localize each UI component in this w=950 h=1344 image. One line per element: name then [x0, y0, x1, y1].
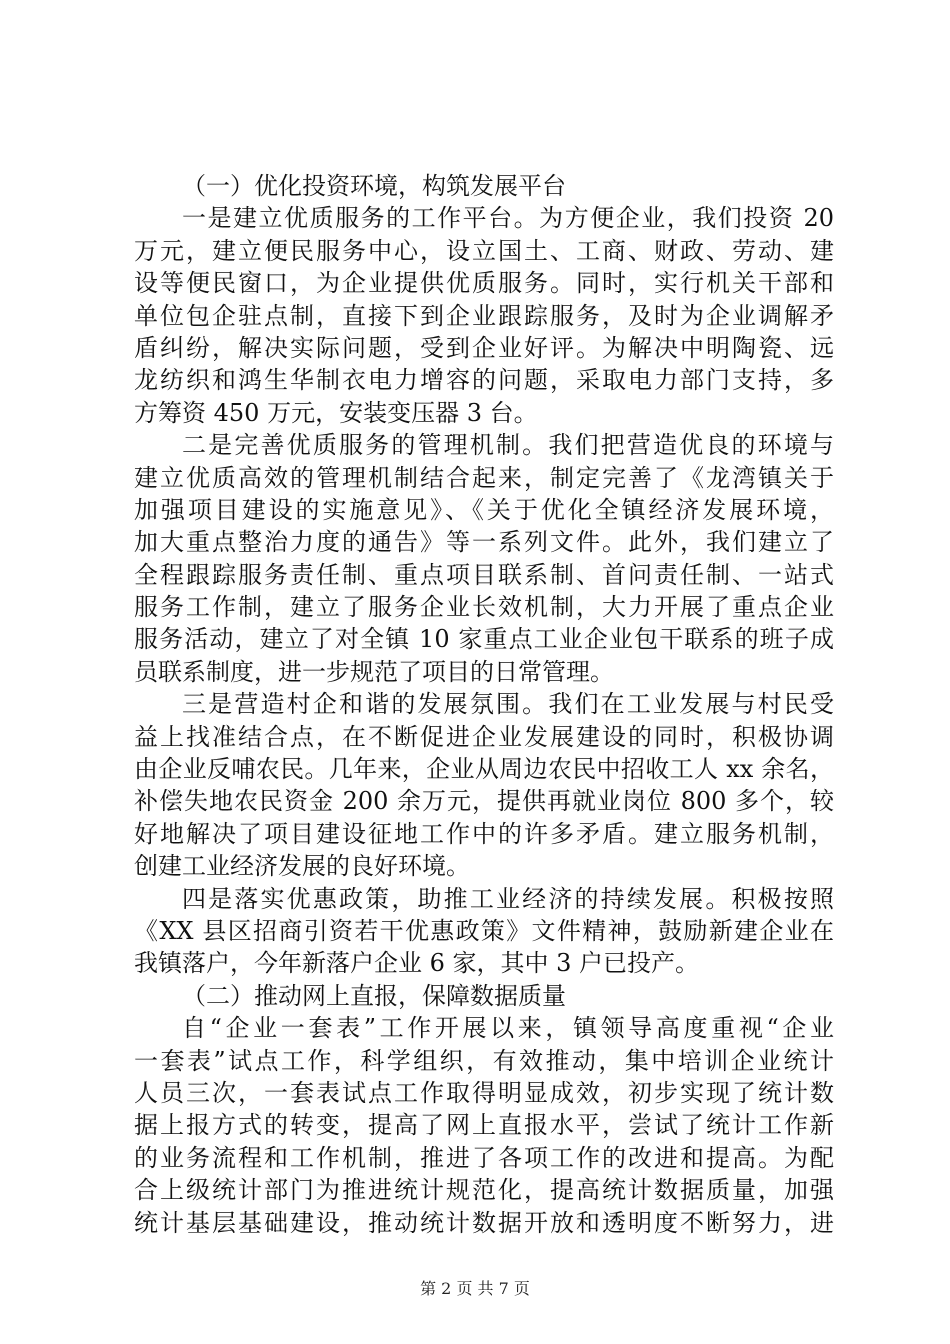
paragraph-line: 员联系制度，进一步规范了项目的日常管理。 — [134, 657, 614, 686]
paragraph-line: 的业务流程和工作机制，推进了各项工作的改进和提高。为配 — [134, 1143, 834, 1172]
paragraph-line: 统计基层基础建设，推动统计数据开放和透明度不断努力，进 — [134, 1208, 834, 1237]
paragraph-line: 万元，建立便民服务中心，设立国土、工商、财政、劳动、建 — [134, 236, 834, 265]
paragraph-line: 服务活动，建立了对全镇 10 家重点工业企业包干联系的班子成 — [134, 625, 834, 654]
paragraph-line: 加大重点整治力度的通告》等一系列文件。此外，我们建立了 — [134, 528, 834, 557]
paragraph-line: 自“企业一套表”工作开展以来，镇领导高度重视“企业 — [182, 1014, 834, 1043]
paragraph-line: 龙纺织和鸿生华制衣电力增容的问题，采取电力部门支持，多 — [134, 366, 834, 395]
paragraph-line: 我镇落户，今年新落户企业 6 家，其中 3 户已投产。 — [134, 949, 700, 978]
paragraph-line: 四是落实优惠政策，助推工业经济的持续发展。积极按照 — [182, 884, 834, 913]
section-heading-2 — [134, 980, 834, 1012]
paragraph-line: 三是营造村企和谐的发展氛围。我们在工业发展与村民受 — [182, 690, 834, 719]
paragraph-line: 加强项目建设的实施意见》、《关于优化全镇经济发展环境， — [134, 495, 834, 524]
paragraph-line: 全程跟踪服务责任制、重点项目联系制、首问责任制、一站式 — [134, 560, 834, 589]
paragraph-line: 合上级统计部门为推进统计规范化，提高统计数据质量，加强 — [134, 1176, 834, 1205]
paragraph-line: 一套表”试点工作，科学组织，有效推动，集中培训企业统计 — [134, 1046, 834, 1075]
paragraph-line: 益上找准结合点，在不断促进企业发展建设的同时，积极协调 — [134, 722, 834, 751]
paragraph-line: 设等便民窗口，为企业提供优质服务。同时，实行机关干部和 — [134, 269, 834, 298]
paragraph-line: 一是建立优质服务的工作平台。为方便企业，我们投资 20 — [182, 204, 834, 233]
document-body — [134, 170, 834, 1239]
heading-line: （一）优化投资环境，构筑发展平台 — [182, 172, 566, 200]
paragraph-line: 人员三次，一套表试点工作取得明显成效，初步实现了统计数 — [134, 1078, 834, 1107]
paragraph-line: 盾纠纷，解决实际问题，受到企业好评。为解决中明陶瓷、远 — [134, 333, 834, 362]
paragraph-line: 方筹资 450 万元，安装变压器 3 台。 — [134, 398, 538, 427]
heading-line: （二）推动网上直报，保障数据质量 — [182, 981, 566, 1010]
paragraph-line: 《XX 县区招商引资若干优惠政策》文件精神，鼓励新建企业在 — [134, 916, 834, 945]
paragraph-2 — [134, 429, 834, 688]
paragraph-4 — [134, 883, 834, 980]
paragraph-1 — [134, 202, 834, 429]
paragraph-5 — [134, 1012, 834, 1239]
page-footer — [0, 1276, 950, 1299]
paragraph-line: 好地解决了项目建设征地工作中的许多矛盾。建立服务机制， — [134, 819, 834, 848]
paragraph-line: 建立优质高效的管理机制结合起来，制定完善了《龙湾镇关于 — [134, 463, 834, 492]
paragraph-3 — [134, 688, 834, 882]
page-number-label: 第 2 页 共 7 页 — [420, 1279, 530, 1298]
section-heading-1 — [134, 170, 834, 202]
paragraph-line: 二是完善优质服务的管理机制。我们把营造优良的环境与 — [182, 431, 834, 460]
paragraph-line: 由企业反哺农民。几年来，企业从周边农民中招收工人 xx 余名， — [134, 755, 834, 784]
paragraph-line: 服务工作制，建立了服务企业长效机制，大力开展了重点企业 — [134, 593, 834, 622]
paragraph-line: 创建工业经济发展的良好环境。 — [134, 852, 470, 881]
paragraph-line: 补偿失地农民资金 200 余万元，提供再就业岗位 800 多个，较 — [134, 787, 834, 816]
paragraph-line: 据上报方式的转变，提高了网上直报水平，尝试了统计工作新 — [134, 1111, 834, 1140]
paragraph-line: 单位包企驻点制，直接下到企业跟踪服务，及时为企业调解矛 — [134, 301, 834, 330]
